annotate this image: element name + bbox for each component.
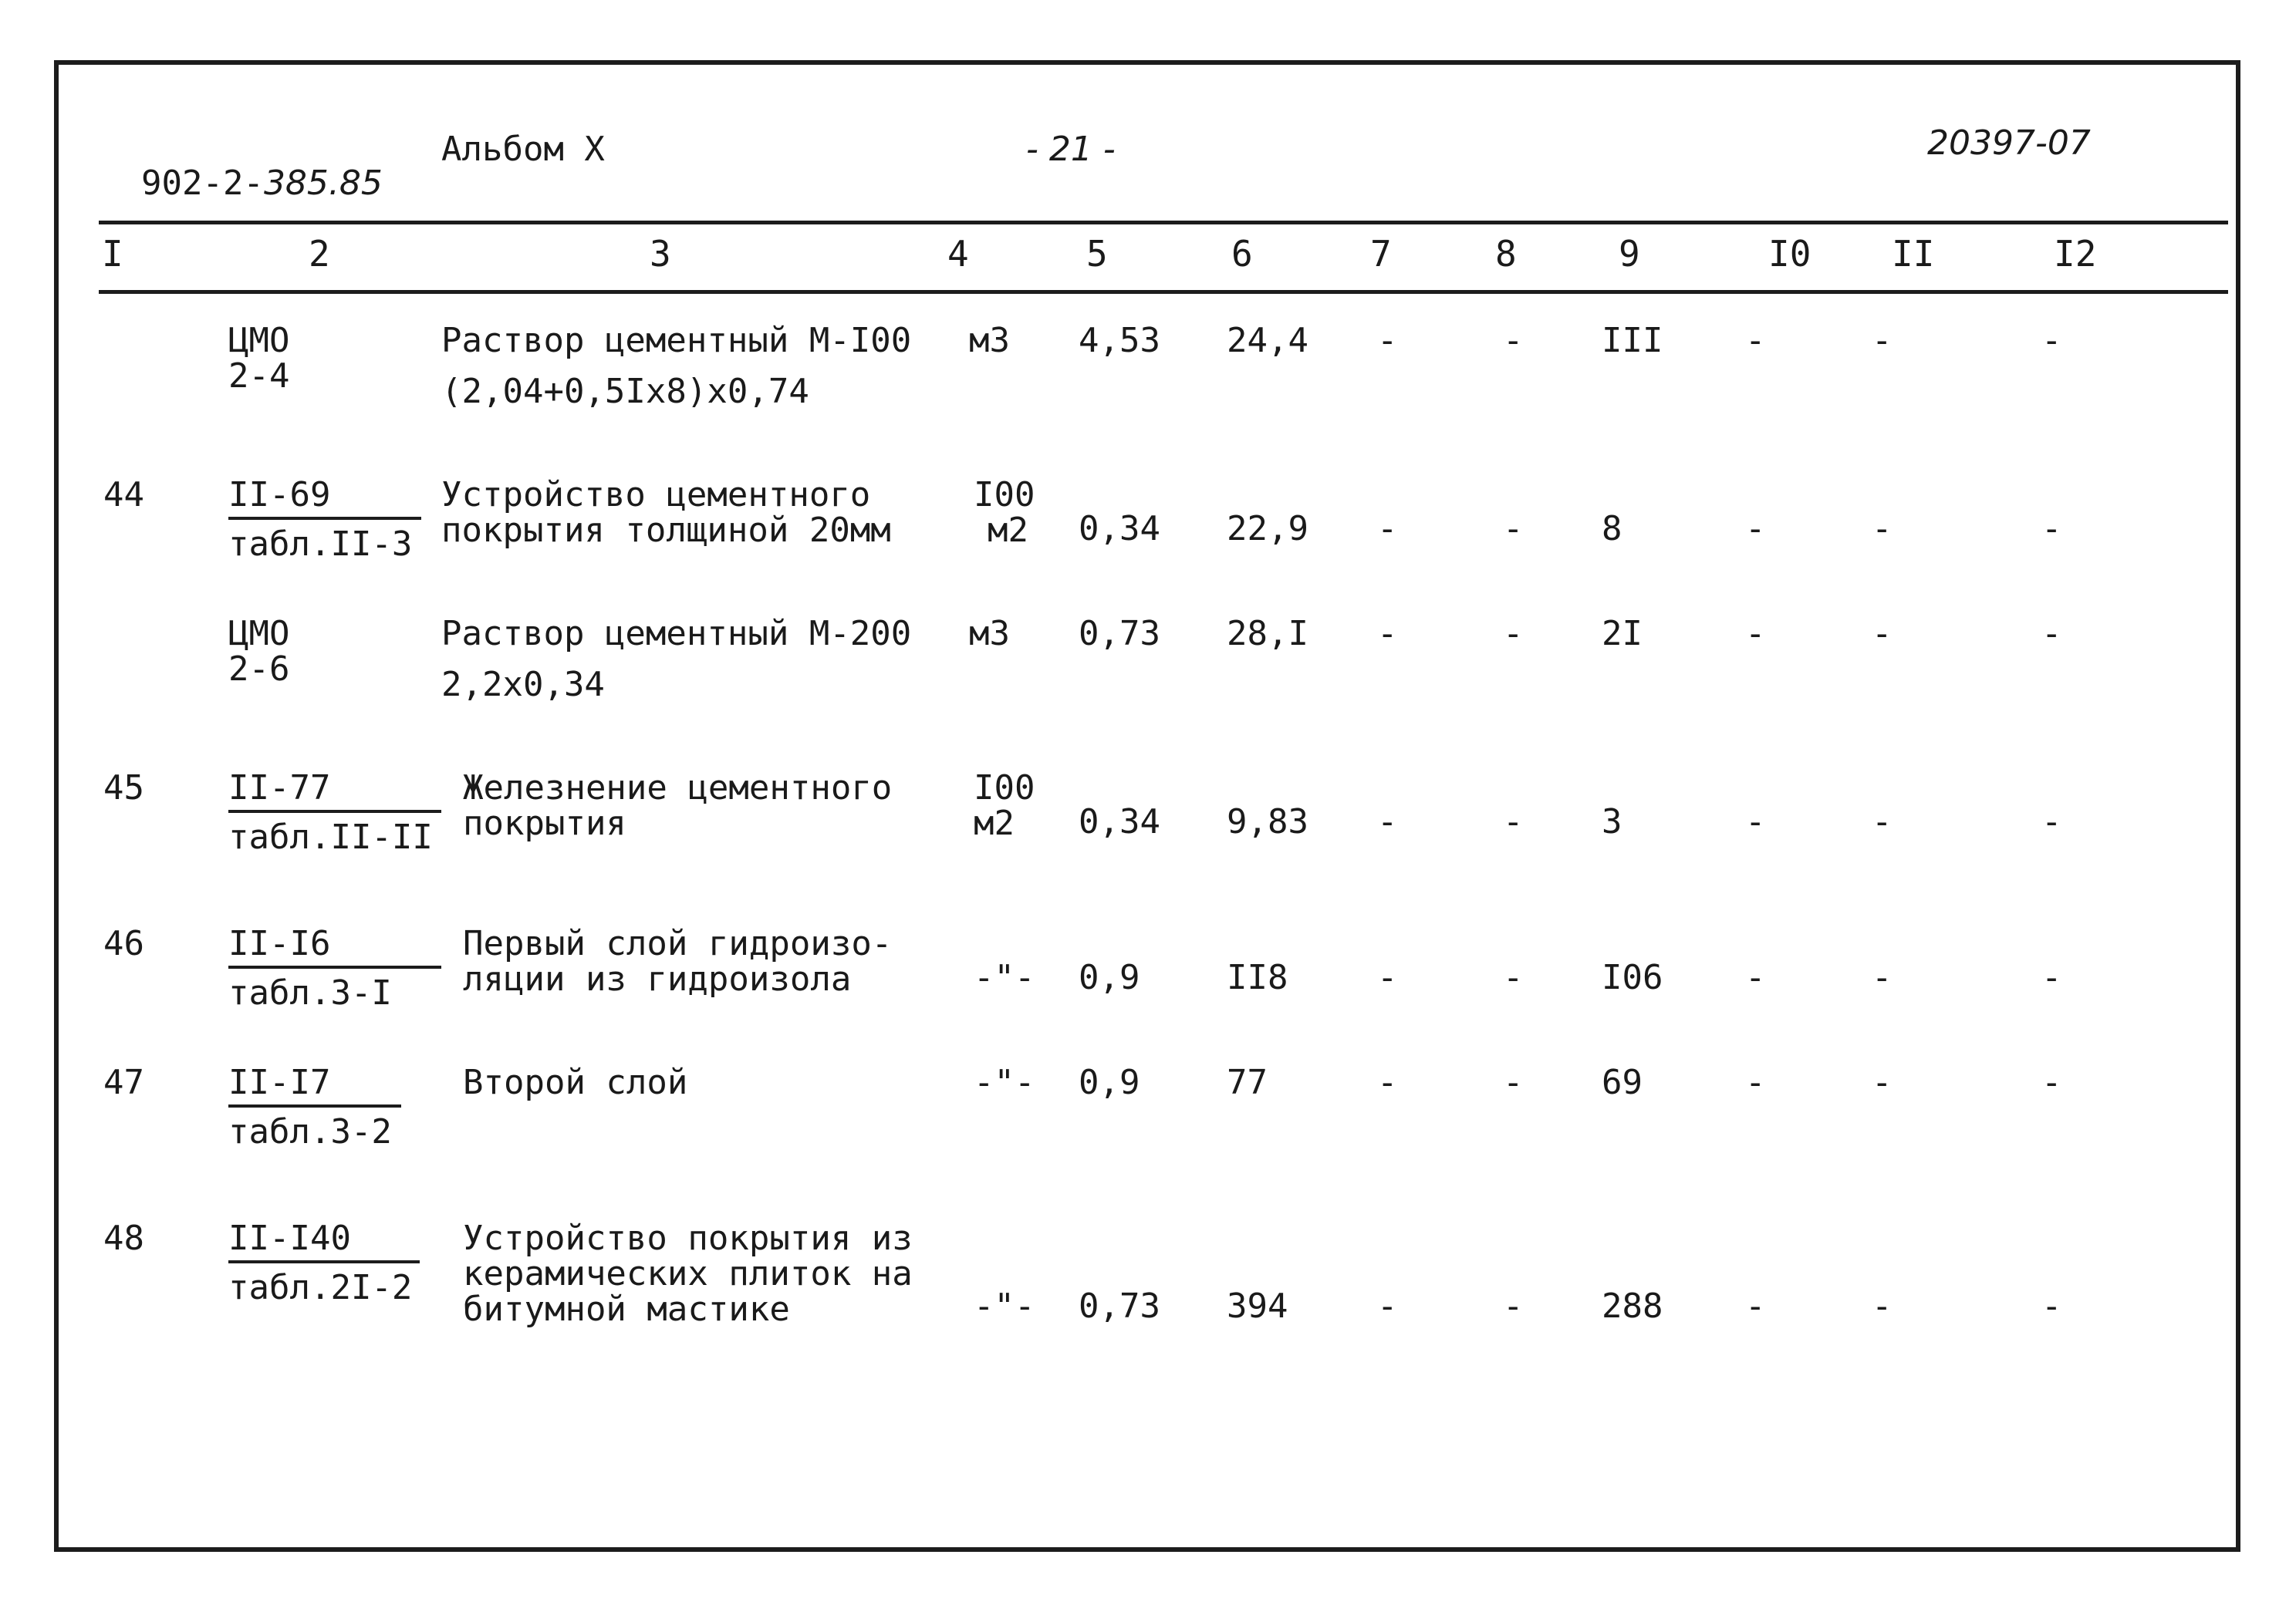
- col10-cell: -: [1745, 802, 1766, 841]
- col11-cell: -: [1872, 321, 1893, 360]
- col12-cell: -: [2041, 321, 2062, 360]
- unit-cell: м3: [969, 614, 1010, 653]
- col7-cell: -: [1377, 1287, 1398, 1326]
- unit-cell: I00: [974, 768, 1035, 808]
- unit-cell: м2: [974, 804, 1015, 843]
- work-description-line: Устройство цементного: [441, 475, 871, 514]
- resource-table-ref: табл.3-2: [228, 1112, 392, 1152]
- col8-cell: -: [1503, 321, 1524, 360]
- column-header-6: 6: [1231, 233, 1253, 275]
- unit-cell: м2: [988, 511, 1028, 550]
- resource-code: II-I7: [228, 1063, 331, 1102]
- code-underline: [228, 1260, 420, 1263]
- col11-cell: -: [1872, 958, 1893, 997]
- document-number: [100, 133, 383, 201]
- row-number: 46: [103, 924, 144, 963]
- column-header-11: II: [1892, 233, 1935, 275]
- resource-table-ref: табл.3-I: [228, 973, 392, 1013]
- col12-cell: -: [2041, 1063, 2062, 1102]
- row-number: 44: [103, 475, 144, 514]
- col7-cell: -: [1377, 802, 1398, 841]
- cost-cell: 28,I: [1227, 614, 1308, 653]
- col9-cell: 3: [1602, 802, 1622, 841]
- column-header-5: 5: [1086, 233, 1108, 275]
- cost-cell: 24,4: [1227, 321, 1308, 360]
- work-description-line: Раствор цементный М-200: [441, 614, 912, 653]
- quantity-cell: 0,34: [1079, 509, 1160, 548]
- col12-cell: -: [2041, 1287, 2062, 1326]
- document-code: 20397-07: [1927, 123, 2091, 163]
- col8-cell: -: [1503, 1287, 1524, 1326]
- header-top-rule: [99, 221, 2228, 224]
- work-description-line: покрытия толщиной 20мм: [441, 511, 891, 550]
- code-underline: [228, 517, 421, 520]
- work-description-line: Первый слой гидроизо-: [463, 924, 893, 963]
- work-description-line: ляции из гидроизола: [463, 959, 852, 999]
- col10-cell: -: [1745, 614, 1766, 653]
- column-header-12: I2: [2054, 233, 2097, 275]
- header-bottom-rule: [99, 290, 2228, 294]
- col8-cell: -: [1503, 802, 1524, 841]
- col11-cell: -: [1872, 1063, 1893, 1102]
- resource-code: II-I40: [228, 1219, 351, 1258]
- col11-cell: -: [1872, 509, 1893, 548]
- resource-code: ЦМО: [228, 614, 290, 653]
- work-description-line: Устройство покрытия из: [463, 1219, 913, 1258]
- resource-table-ref: табл.II-3: [228, 524, 413, 564]
- col9-cell: 8: [1602, 509, 1622, 548]
- col8-cell: -: [1503, 509, 1524, 548]
- work-description-line: Второй слой: [463, 1063, 688, 1102]
- col9-cell: 2I: [1602, 614, 1643, 653]
- col10-cell: -: [1745, 1287, 1766, 1326]
- col7-cell: -: [1377, 509, 1398, 548]
- column-header-10: I0: [1768, 233, 1811, 275]
- col7-cell: -: [1377, 1063, 1398, 1102]
- col7-cell: -: [1377, 321, 1398, 360]
- row-number: 48: [103, 1219, 144, 1258]
- resource-code: II-77: [228, 768, 331, 808]
- quantity-cell: 4,53: [1079, 321, 1160, 360]
- unit-cell: -"-: [974, 1287, 1035, 1326]
- code-underline: [228, 810, 441, 813]
- row-number: 47: [103, 1063, 144, 1102]
- page-number: - 21 -: [1026, 130, 1116, 169]
- column-header-8: 8: [1495, 233, 1517, 275]
- column-header-7: 7: [1370, 233, 1392, 275]
- quantity-cell: 0,73: [1079, 614, 1160, 653]
- unit-cell: м3: [969, 321, 1010, 360]
- work-description-line: Раствор цементный М-I00: [441, 321, 912, 360]
- col10-cell: -: [1745, 1063, 1766, 1102]
- col12-cell: -: [2041, 509, 2062, 548]
- quantity-cell: 0,9: [1079, 958, 1140, 997]
- resource-code: ЦМО: [228, 321, 290, 360]
- resource-table-ref: 2-6: [228, 649, 290, 689]
- resource-code: II-I6: [228, 924, 331, 963]
- cost-cell: II8: [1227, 958, 1288, 997]
- col9-cell: III: [1602, 321, 1663, 360]
- work-description-line: покрытия: [463, 804, 626, 843]
- col8-cell: -: [1503, 1063, 1524, 1102]
- cost-cell: 77: [1227, 1063, 1268, 1102]
- row-number: 45: [103, 768, 144, 808]
- col10-cell: -: [1745, 958, 1766, 997]
- document-number-printed: 902-2-: [140, 164, 264, 203]
- code-underline: [228, 966, 441, 969]
- album-label: Альбом X: [441, 130, 605, 169]
- column-header-9: 9: [1619, 233, 1640, 275]
- resource-code: II-69: [228, 475, 331, 514]
- col11-cell: -: [1872, 802, 1893, 841]
- col12-cell: -: [2041, 614, 2062, 653]
- column-header-3: 3: [650, 233, 671, 275]
- col8-cell: -: [1503, 958, 1524, 997]
- col7-cell: -: [1377, 958, 1398, 997]
- work-description-line: битумной мастике: [463, 1290, 790, 1329]
- cost-cell: 9,83: [1227, 802, 1308, 841]
- col12-cell: -: [2041, 802, 2062, 841]
- work-description-line: (2,04+0,5Ix8)x0,74: [441, 372, 809, 411]
- col10-cell: -: [1745, 321, 1766, 360]
- col8-cell: -: [1503, 614, 1524, 653]
- col11-cell: -: [1872, 614, 1893, 653]
- resource-table-ref: табл.II-II: [228, 818, 433, 857]
- code-underline: [228, 1104, 401, 1108]
- unit-cell: -"-: [974, 1063, 1035, 1102]
- quantity-cell: 0,9: [1079, 1063, 1140, 1102]
- col9-cell: I06: [1602, 958, 1663, 997]
- col9-cell: 69: [1602, 1063, 1643, 1102]
- resource-table-ref: 2-4: [228, 356, 290, 396]
- document-number-handwritten: 385.85: [263, 164, 383, 203]
- quantity-cell: 0,73: [1079, 1287, 1160, 1326]
- column-header-4: 4: [947, 233, 969, 275]
- work-description-line: керамических плиток на: [463, 1254, 913, 1293]
- col11-cell: -: [1872, 1287, 1893, 1326]
- col7-cell: -: [1377, 614, 1398, 653]
- work-description-line: Железнение цементного: [463, 768, 893, 808]
- cost-cell: 22,9: [1227, 509, 1308, 548]
- col12-cell: -: [2041, 958, 2062, 997]
- quantity-cell: 0,34: [1079, 802, 1160, 841]
- column-header-2: 2: [309, 233, 330, 275]
- resource-table-ref: табл.2I-2: [228, 1268, 413, 1307]
- unit-cell: I00: [974, 475, 1035, 514]
- cost-cell: 394: [1227, 1287, 1288, 1326]
- work-description-line: 2,2x0,34: [441, 665, 605, 704]
- col9-cell: 288: [1602, 1287, 1663, 1326]
- unit-cell: -"-: [974, 958, 1035, 997]
- column-header-1: I: [102, 233, 123, 275]
- col10-cell: -: [1745, 509, 1766, 548]
